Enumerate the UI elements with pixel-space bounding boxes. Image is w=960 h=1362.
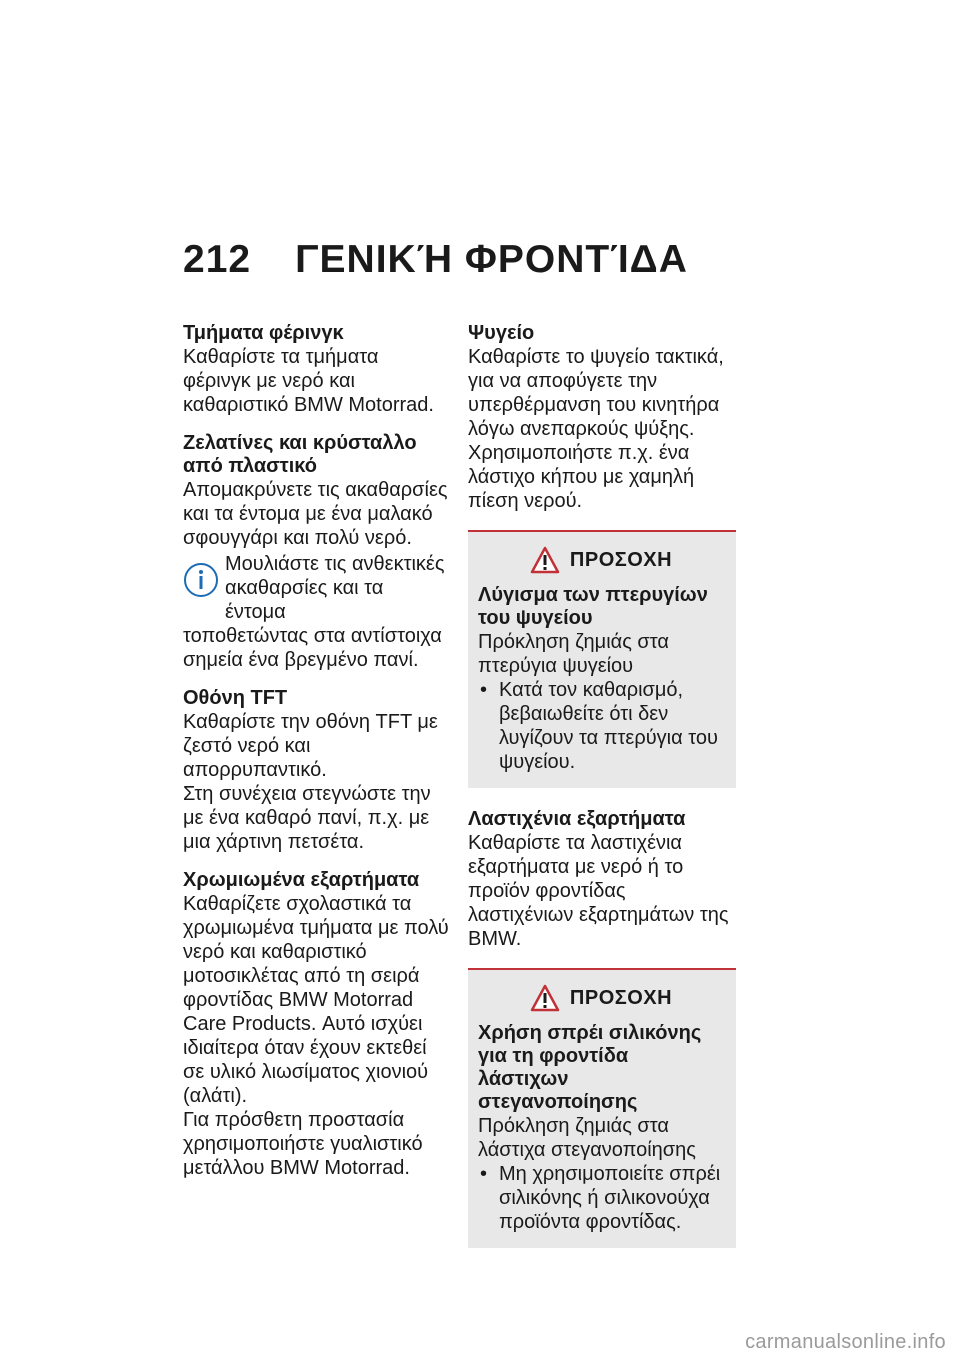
section-body: Καθαρίστε τα τμήματα φέρινγκ με νερό και καθαριστικό BMW Motorrad. bbox=[183, 346, 434, 416]
warning-body: Πρόκληση ζημιάς στα πτερύγια ψυγείου bbox=[478, 631, 669, 677]
section-rubber bbox=[468, 808, 736, 951]
warning-header bbox=[478, 546, 724, 574]
section-tft bbox=[183, 687, 449, 854]
warning-body: Πρόκληση ζημιάς στα λάστιχα στεγανοποίησης bbox=[478, 1115, 696, 1161]
list-item: • Κατά τον καθαρισμό, βεβαιωθείτε ότι δεν λυγίζουν τα πτερύγια του ψυγείου. bbox=[478, 678, 724, 774]
warning-label: ΠΡΟΣΟΧΗ bbox=[569, 548, 673, 571]
section-title: Λαστιχένια εξαρτήματα bbox=[468, 808, 686, 830]
warning-triangle-icon bbox=[530, 546, 560, 574]
page-header bbox=[183, 238, 688, 282]
warning-triangle-icon bbox=[530, 984, 560, 1012]
section-body: Καθαρίστε το ψυγείο τακτικά, για να αποφύγετε την υπερθέρμανση του κινητήρα λόγω ανεπαρκούς ψύξης. bbox=[468, 346, 724, 440]
section-title: Χρωμιωμένα εξαρτήματα bbox=[183, 869, 420, 891]
page-title: ΓΕΝΙΚΉ ΦΡΟΝΤΊΔΑ bbox=[295, 238, 688, 281]
section-body: Καθαρίζετε σχολαστικά τα χρωμιωμένα τμήματα με πολύ νερό και καθαριστικό μοτοσικλέτας από τη σειρά φροντίδας BMW Motorrad Care Products. Αυτό ισχύει ιδιαίτερα όταν έχουν εκτεθεί σε υλικό λιωσίματος χιονιού (αλάτι). bbox=[183, 893, 449, 1107]
section-title: Τμήματα φέρινγκ bbox=[183, 322, 344, 344]
note-text: Μουλιάστε τις ανθεκτικές ακαθαρσίες και τα έντομα bbox=[225, 553, 445, 623]
note-text-continued: τοποθετώντας στα αντίστοιχα σημεία ένα βρεγμένο πανί. bbox=[183, 625, 442, 671]
watermark: carmanualsonline.info bbox=[745, 1331, 946, 1353]
section-body: Για πρόσθετη προστασία χρησιμοποιήστε γυαλιστικό μετάλλου BMW Motorrad. bbox=[183, 1109, 423, 1179]
section-chrome bbox=[183, 869, 449, 1180]
section-title: Ψυγείο bbox=[468, 322, 535, 344]
section-title: Ζελατίνες και κρύσταλλο από πλαστικό bbox=[183, 432, 417, 477]
warning-list bbox=[478, 678, 724, 774]
section-body: Απομακρύνετε τις ακαθαρσίες και τα έντομα με ένα μαλακό σφουγγάρι και πολύ νερό. bbox=[183, 479, 448, 549]
section-fairing bbox=[183, 322, 449, 417]
info-note bbox=[183, 552, 449, 672]
info-icon bbox=[183, 562, 219, 598]
section-title: Οθόνη TFT bbox=[183, 687, 288, 709]
warning-list bbox=[478, 1162, 724, 1234]
warning-title: Λύγισμα των πτερυγίων του ψυγείου bbox=[478, 584, 708, 629]
section-body: Καθαρίστε τα λαστιχένια εξαρτήματα με νερό ή το προϊόν φροντίδας λαστιχένιων εξαρτημάτων της BMW. bbox=[468, 832, 729, 950]
warning-title: Χρήση σπρέι σιλικόνης για τη φροντίδα λάστιχων στεγανοποίησης bbox=[478, 1022, 702, 1113]
right-column bbox=[468, 322, 736, 1268]
warning-box-radiator bbox=[468, 530, 736, 788]
section-body: Χρησιμοποιήστε π.χ. ένα λάστιχο κήπου με χαμηλή πίεση νερού. bbox=[468, 442, 695, 512]
section-body: Καθαρίστε την οθόνη TFT με ζεστό νερό και απορρυπαντικό. bbox=[183, 711, 438, 781]
section-body: Στη συνέχεια στεγνώστε την με ένα καθαρό πανί, π.χ. με μια χάρτινη πετσέτα. bbox=[183, 783, 431, 853]
warning-label: ΠΡΟΣΟΧΗ bbox=[569, 986, 673, 1009]
page-number: 212 bbox=[183, 238, 252, 281]
section-windshield bbox=[183, 432, 449, 672]
warning-header bbox=[478, 984, 724, 1012]
list-item: • Μη χρησιμοποιείτε σπρέι σιλικόνης ή σιλικονούχα προϊόντα φροντίδας. bbox=[478, 1162, 724, 1234]
warning-box-silicone bbox=[468, 968, 736, 1248]
left-column bbox=[183, 322, 449, 1195]
section-radiator bbox=[468, 322, 736, 513]
